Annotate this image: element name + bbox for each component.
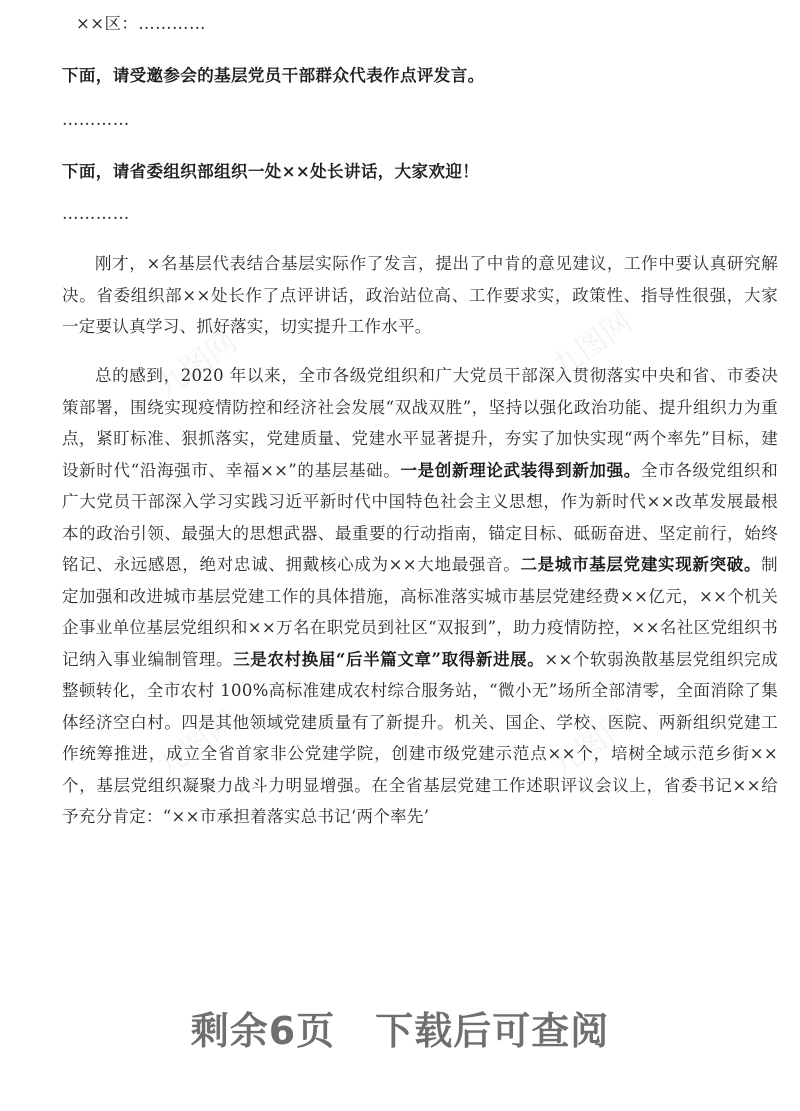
ellipsis-line: ………… <box>62 110 130 129</box>
ellipsis-line: ………… <box>62 204 130 223</box>
watermark: 九图网 <box>545 304 639 386</box>
paragraph-text: 总的感到，2020 年以来，全市各级党组织和广大党员干部深入贯彻落实中央和省、市委决策部署，围绕实现疫情防控和经济社会发展“双战双胜”，坚持以强化政治功能、提升组织力为重点，紧盯标准、狠抓落实，党建质量、党建水平显著提升，夯实了加快实现“两个率先”目标，建设新时代“沿海强市、幸福××”的基层基础。 <box>62 366 778 480</box>
watermark: 九图网 <box>545 704 639 786</box>
remaining-pages-label: 剩余6页 <box>190 1009 336 1053</box>
district-line: ××区：………… <box>76 14 206 33</box>
summary-paragraph: 刚才，×名基层代表结合基层实际作了发言，提出了中肯的意见建议，工作中要认真研究解决。省委组织部××处长作了点评讲话，政治站位高、工作要求实，政策性、指导性很强，大家一定要认真学习、抓好落实，切实提升工作水平。 <box>62 254 778 336</box>
host-line-leader-speech: 下面，请省委组织部组织一处××处长讲话，大家欢迎！ <box>62 162 480 181</box>
highlight-point-one: 一是创新理论武装得到新加强。 <box>400 460 641 480</box>
watermark: 九图网 <box>150 704 244 786</box>
highlight-point-two: 二是城市基层党建实现新突破。 <box>520 555 762 574</box>
paragraph-text: 全市各级党组织和广大党员干部深入学习实践习近平新时代中国特色社会主义思想，作为新时代××改革发展最根本的政治引领、最强大的思想武器、最重要的行动指南，锚定目标、砥砺奋进、坚定前行，始终铭记、永远感恩，绝对忠诚、拥戴核心成为××大地最强音。 <box>62 460 779 574</box>
main-paragraph <box>62 360 778 833</box>
host-line-invite-speech: 下面，请受邀参会的基层党员干部群众代表作点评发言。 <box>62 66 485 85</box>
download-to-view-label: 下载后可查阅 <box>375 1009 610 1053</box>
paragraph-text: 制定加强和改进城市基层党建工作的具体措施，高标准落实城市基层党建经费××亿元，××个机关企事业单位基层党组织和××万名在职党员到社区“双报到”，助力疫情防控，××名社区党组织书记纳入事业编制管理。 <box>62 555 778 669</box>
watermark: 九图网 <box>150 324 244 406</box>
paragraph-text: ××个软弱涣散基层党组织完成整顿转化，全市农村 100%高标准建成农村综合服务站，“微小无”场所全部清零，全面消除了集体经济空白村。四是其他领域党建质量有了新提升。机关、国企、学校、医院、两新组织党建工作统筹推进，成立全省首家非公党建学院，创建市级党建示范点××个，培树全域示范乡街××个，基层党组织凝聚力战斗力明显增强。在全省基层党建工作述职评议会议上，省委书记××给予充分肯定：“××市承担着落实总书记‘两个率先’ <box>62 649 779 826</box>
download-banner[interactable] <box>0 1000 800 1055</box>
highlight-point-three: 三是农村换届“后半篇文章”取得新进展。 <box>233 649 545 669</box>
